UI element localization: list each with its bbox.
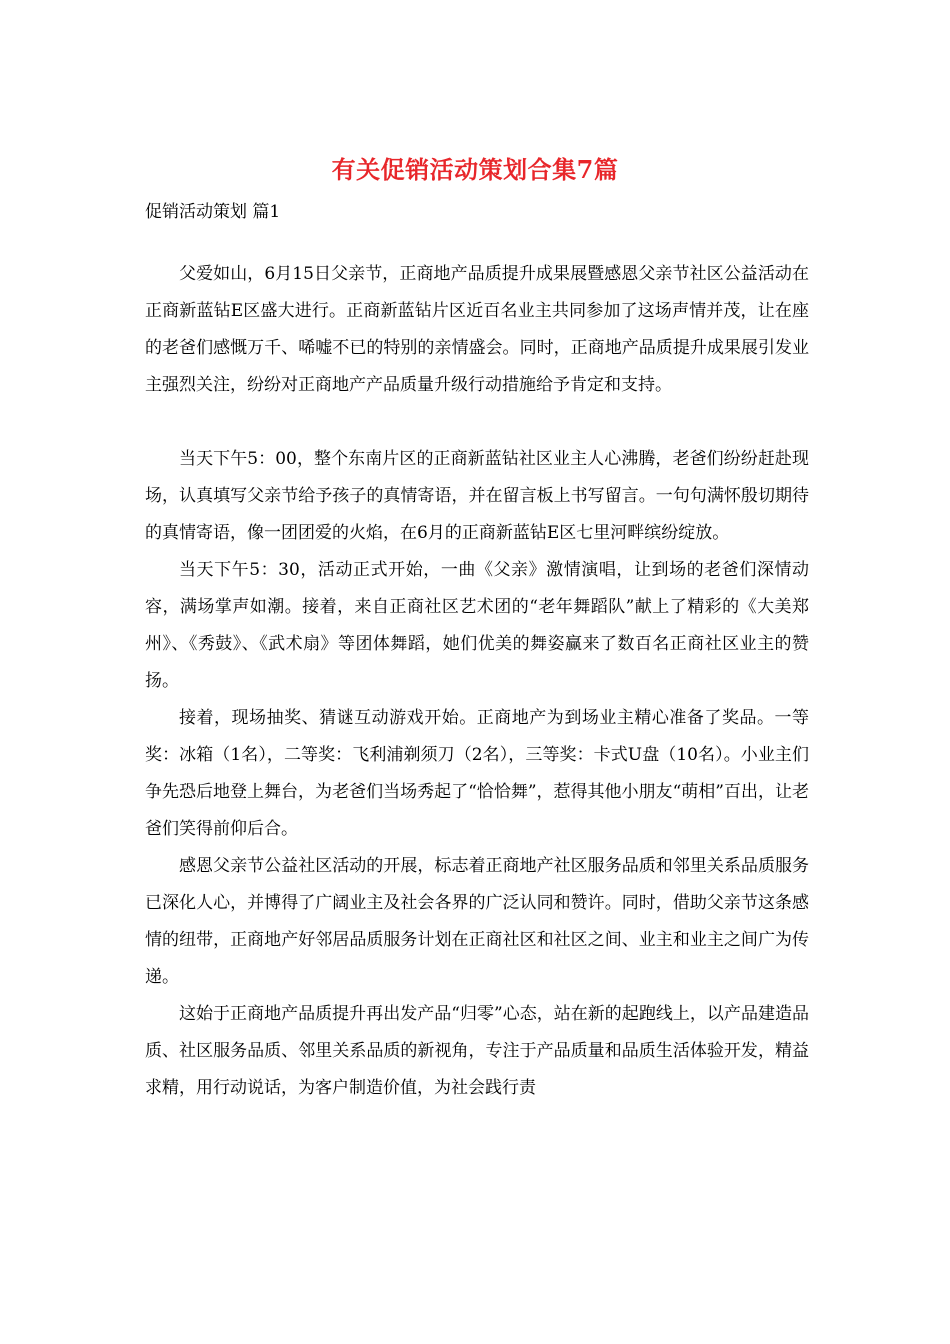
paragraph: 这始于正商地产品质提升再出发产品“归零”心态，站在新的起跑线上，以产品建造品质、社区服务品质、邻里关系品质的新视角，专注于产品质量和品质生活体验开发，精益求精，用行动说话，为客户制造价值，为社会践行责 (145, 1004, 809, 1098)
paragraph: 当天下午5：00，整个东南片区的正商新蓝钻社区业主人心沸腾，老爸们纷纷赶赴现场，认真填写父亲节给予孩子的真情寄语，并在留言板上书写留言。一句句满怀殷切期待的真情寄语，像一团团爱的火焰，在6月的正商新蓝钻E区七里河畔缤纷绽放。 (145, 449, 809, 543)
document-title: 有关促销活动策划合集7篇 (331, 155, 619, 184)
document-body (145, 256, 809, 1107)
paragraph: 父爱如山，6月15日父亲节，正商地产品质提升成果展暨感恩父亲节社区公益活动在正商新蓝钻E区盛大进行。正商新蓝钻片区近百名业主共同参加了这场声情并茂，让在座的老爸们感慨万千、唏嘘不已的特别的亲情盛会。同时，正商地产品质提升成果展引发业主强烈关注，纷纷对正商地产产品质量升级行动措施给予肯定和支持。 (145, 264, 809, 395)
section-heading: 促销活动策划 篇1 (145, 202, 281, 222)
paragraph: 接着，现场抽奖、猜谜互动游戏开始。正商地产为到场业主精心准备了奖品。一等奖：冰箱（1名），二等奖：飞利浦剃须刀（2名），三等奖：卡式U盘（10名）。小业主们争先恐后地登上舞台，为老爸们当场秀起了“恰恰舞”，惹得其他小朋友“萌相”百出，让老爸们笑得前仰后合。 (145, 708, 809, 839)
paragraph: 当天下午5：30，活动正式开始，一曲《父亲》激情演唱，让到场的老爸们深情动容，满场掌声如潮。接着，来自正商社区艺术团的“老年舞蹈队”献上了精彩的《大美郑州》、《秀鼓》、《武术扇》等团体舞蹈，她们优美的舞姿赢来了数百名正商社区业主的赞扬。 (145, 560, 809, 691)
paragraph: 感恩父亲节公益社区活动的开展，标志着正商地产社区服务品质和邻里关系品质服务已深化人心，并博得了广阔业主及社会各界的广泛认同和赞许。同时，借助父亲节这条感情的纽带，正商地产好邻居品质服务计划在正商社区和社区之间、业主和业主之间广为传递。 (145, 856, 809, 987)
paragraph-spacer (145, 404, 809, 441)
